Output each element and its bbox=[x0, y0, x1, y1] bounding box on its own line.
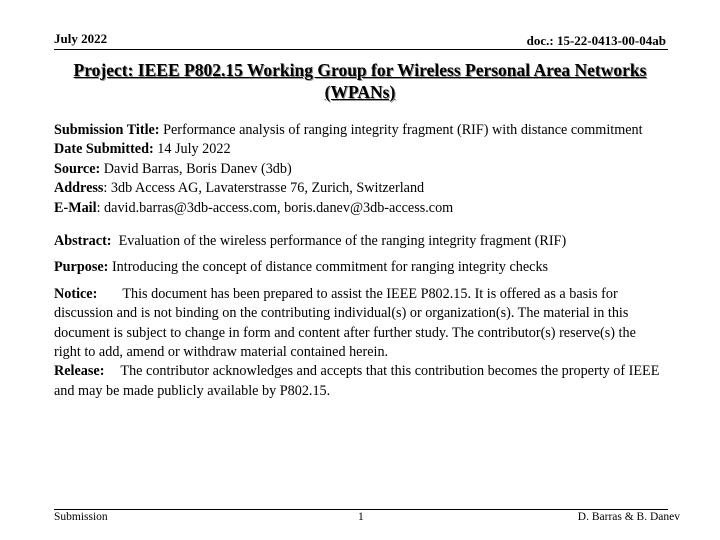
notice-section bbox=[54, 285, 666, 363]
release-section bbox=[54, 362, 666, 401]
release-text: The contributor acknowledges and accepts that this contribution becomes the property of IEEE and may be made publicly available by P802.15. bbox=[54, 363, 660, 399]
date-field bbox=[54, 140, 666, 159]
release-label: Release: bbox=[54, 363, 105, 380]
source-field bbox=[54, 160, 666, 179]
header-divider bbox=[54, 49, 668, 50]
abstract-text: Evaluation of the wireless performance of the ranging integrity fragment (RIF) bbox=[118, 233, 567, 250]
submission-title-value: Performance analysis of ranging integrity fragment (RIF) with distance commitment bbox=[163, 122, 643, 138]
purpose-section bbox=[54, 258, 666, 277]
email-field bbox=[54, 199, 666, 218]
title-line-2: (WPANs) bbox=[324, 82, 396, 102]
header-doc-number: doc.: 15-22-0413-00-04ab bbox=[526, 33, 666, 48]
footer-divider bbox=[54, 509, 668, 510]
source-label: Source: bbox=[54, 160, 101, 177]
abstract-section bbox=[54, 232, 666, 251]
date-label: Date Submitted: bbox=[54, 141, 154, 158]
footer-authors: D. Barras & B. Danev bbox=[577, 511, 680, 523]
footer-submission: Submission bbox=[54, 511, 108, 523]
title-line-1: Project: IEEE P802.15 Working Group for Wireless Personal Area Networks bbox=[73, 60, 647, 80]
submission-title-field bbox=[54, 121, 666, 140]
notice-label: Notice: bbox=[54, 285, 98, 302]
purpose-text: Introducing the concept of distance commitment for ranging integrity checks bbox=[111, 259, 549, 276]
submission-title-label: Submission Title: bbox=[54, 122, 160, 138]
source-value: David Barras, Boris Danev (3db) bbox=[103, 160, 292, 177]
purpose-label: Purpose: bbox=[54, 259, 109, 276]
address-value: : 3db Access AG, Lavaterstrasse 76, Zurich, Switzerland bbox=[103, 180, 425, 197]
header-date: July 2022 bbox=[54, 31, 108, 46]
page-title bbox=[54, 59, 666, 103]
abstract-label: Abstract: bbox=[54, 233, 112, 250]
document-body bbox=[54, 121, 666, 401]
address-label: Address bbox=[54, 180, 104, 197]
email-value: : david.barras@3db-access.com, boris.danev@3db-access.com bbox=[96, 199, 454, 216]
footer-page-number: 1 bbox=[358, 511, 364, 523]
email-label: E-Mail bbox=[54, 199, 97, 216]
address-field bbox=[54, 179, 666, 198]
date-value: 14 July 2022 bbox=[157, 141, 231, 158]
notice-text: This document has been prepared to assist the IEEE P802.15. It is offered as a basis for discussion and is not binding on the contributing individual(s) or organization(s). The material in this document is subject to change in form and content after further study. The contributor(s) reserve(s) the right to add, amend or withdraw material contained herein. bbox=[54, 285, 636, 361]
